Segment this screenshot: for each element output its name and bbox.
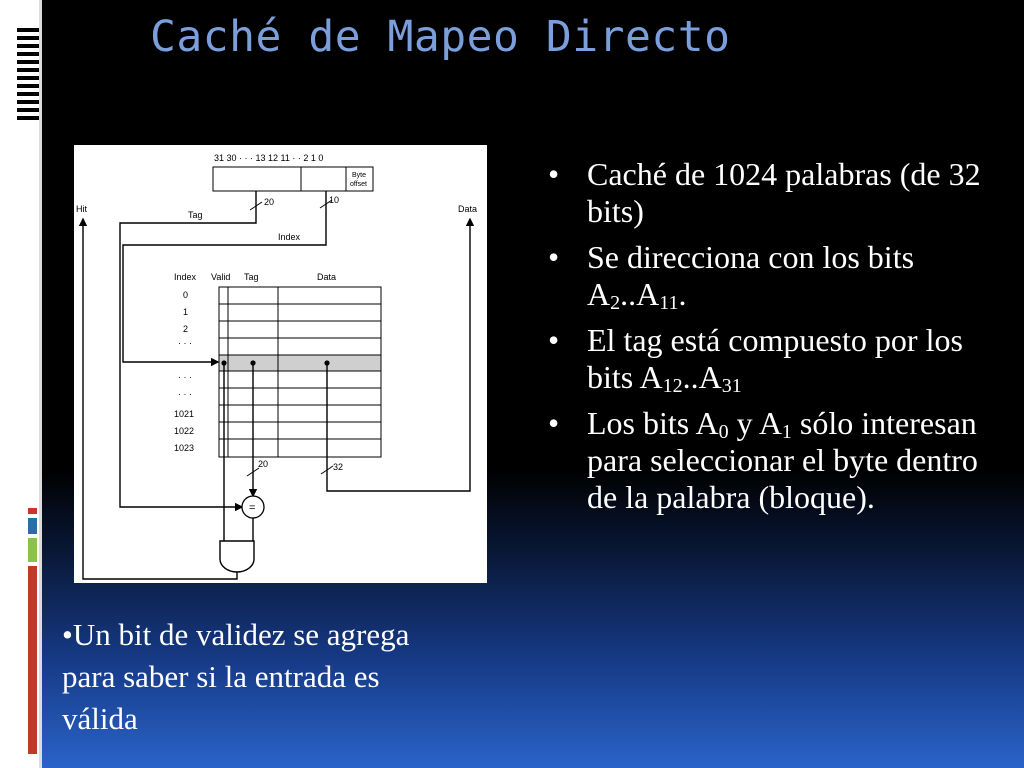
row-index-label: 1022 [174,426,195,436]
tag-width-label: 20 [264,197,275,207]
row-index-label: 1021 [174,409,195,419]
col-header-valid: Valid [211,272,231,282]
cache-diagram [74,145,487,583]
row-index-label: 1 [183,307,189,317]
bullet-item: • Se direcciona con los bits $A_2..A_{11}$. [548,239,1008,313]
ellipsis-label: · · · [178,372,192,382]
accent-bar-green [28,538,37,562]
and-gate [220,541,254,572]
data-out-width-label: 32 [333,462,344,472]
accent-bar-blue [28,518,37,534]
tag-bus [120,191,256,507]
data-label: Data [458,204,478,214]
cache-table-grid [219,287,381,457]
bullet-item: • El tag está compuesto por los bits $A_{12}..A_{31}$ [548,322,1008,396]
accent-bar-red-long [28,566,37,754]
selected-row-highlight [219,355,381,371]
byte-offset-label: Byte [352,172,367,179]
address-bits-label: 31 30 · · · 13 12 11 · · 2 1 0 [214,153,324,163]
validity-note: •Un bit de validez se agrega para saber si la entrada es válida [62,617,410,736]
bullet-item: • Caché de 1024 palabras (de 32 bits) [548,156,1008,230]
col-header-data: Data [317,272,337,282]
row-index-label: 1023 [174,443,195,453]
row-index-label: 2 [183,324,189,334]
hit-label: Hit [76,204,87,214]
index-width-label: 10 [329,195,340,205]
address-box [213,167,373,191]
bullet-item: • Los bits $A_0$ y $A_1$ sólo interesan para seleccionar el byte dentro de la palabra (bloque). [548,405,1008,516]
accent-bar-red-top [28,508,37,514]
col-header-index: Index [174,272,197,282]
tag-out-width-label: 20 [258,459,269,469]
comparator-symbol: = [249,502,256,514]
bullet-list [548,156,1008,525]
stacked-pages-icon [0,0,42,120]
ellipsis-label: · · · [178,338,192,348]
byte-offset-label: offset [350,181,367,188]
index-label: Index [278,232,301,242]
row-index-label: 0 [183,290,189,300]
tag-label: Tag [188,210,203,220]
ellipsis-label: · · · [178,389,192,399]
left-decoration-strip [0,0,42,768]
col-header-tag: Tag [244,272,259,282]
slide-title: Caché de Mapeo Directo [150,12,731,62]
